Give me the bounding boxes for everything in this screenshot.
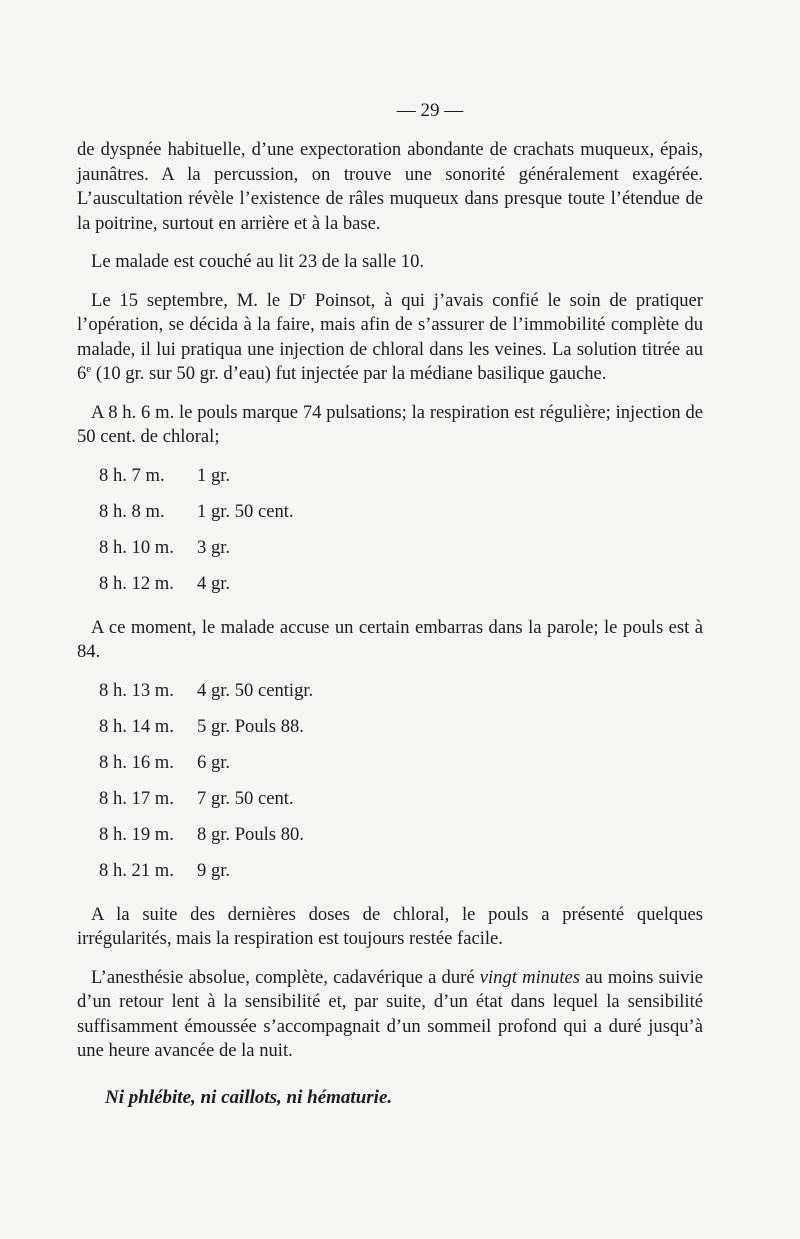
- paragraph-anesthesie: [77, 966, 703, 1064]
- timeline-time: 8 h. 13 m.: [99, 679, 174, 701]
- timeline-entry: [99, 673, 703, 709]
- timeline-dose: 8 gr. Pouls 80.: [197, 823, 304, 845]
- paragraph-irregularites: A la suite des dernières doses de chloral, le pouls a présenté quelques irrégularités, mais la respiration est toujours restée facile.: [77, 903, 703, 949]
- timeline-entry: [99, 566, 703, 602]
- timeline-time: 8 h. 10 m.: [99, 536, 174, 558]
- emphasis-vingt-minutes: vingt minutes: [479, 966, 580, 988]
- timeline-dose: 1 gr.: [197, 464, 231, 486]
- paragraph-operation-part-a: Le 15 septembre, M. le D: [91, 289, 303, 311]
- paragraph-pouls-74: A 8 h. 6 m. le pouls marque 74 pulsations; la respiration est régulière; injection de 50 cent. de chloral;: [77, 401, 703, 447]
- timeline-time: 8 h. 21 m.: [99, 859, 174, 881]
- superscript-r: r: [302, 289, 307, 302]
- timeline-time: 8 h. 7 m.: [99, 464, 165, 486]
- timeline-entry: [99, 530, 703, 566]
- paragraph-dyspnee: de dyspnée habituelle, d’une expectoration abondante de crachats muqueux, épais, jaunâtres. A la percussion, on trouve une sonorité généralement exagérée. L’auscultation révèle l’existence de râles muqueux dans presque toute l’étendue de la poitrine, surtout en arrière et à la base.: [77, 139, 703, 234]
- superscript-e: e: [86, 362, 92, 375]
- dose-timeline-1: [77, 458, 703, 602]
- timeline-time: 8 h. 19 m.: [99, 823, 174, 845]
- paragraph-embarras: A ce moment, le malade accuse un certain embarras dans la parole; le pouls est à 84.: [77, 616, 703, 662]
- timeline-entry: [99, 709, 703, 745]
- paragraph-anesthesie-part-b: au moins suivie d’un retour lent à la sensibilité et, par suite, d’un état dans lequel la sensibilité suffisamment émoussée s’accompagnait d’un sommeil profond qui a duré jusqu’à une heure avancée de la nuit.: [77, 966, 703, 1061]
- timeline-entry: [99, 853, 703, 889]
- paragraph-operation: [77, 289, 703, 387]
- page-body: [77, 138, 703, 1110]
- paragraph-conclusion: Ni phlébite, ni caillots, ni hématurie.: [105, 1086, 393, 1108]
- page-number: — 29 —: [396, 100, 464, 121]
- timeline-dose: 4 gr.: [197, 572, 231, 594]
- timeline-time: 8 h. 14 m.: [99, 715, 174, 737]
- dose-timeline-2: [77, 673, 703, 889]
- timeline-dose: 5 gr. Pouls 88.: [197, 715, 304, 737]
- timeline-dose: 1 gr. 50 cent.: [197, 500, 294, 522]
- timeline-entry: [99, 781, 703, 817]
- paragraph-operation-part-b: Poinsot, à qui j’avais confié le soin de pratiquer l’opération, se décida à la faire, mais afin de s’assurer de l’immobilité complète du malade, il lui pratiqua une injection de chloral dans les veines. La solution titrée au 6: [77, 289, 703, 384]
- timeline-time: 8 h. 8 m.: [99, 500, 165, 522]
- paragraph-anesthesie-part-a: L’anesthésie absolue, complète, cadavérique a duré: [91, 966, 480, 988]
- timeline-dose: 7 gr. 50 cent.: [197, 787, 294, 809]
- timeline-dose: 6 gr.: [197, 751, 231, 773]
- timeline-time: 8 h. 17 m.: [99, 787, 174, 809]
- timeline-time: 8 h. 12 m.: [99, 572, 174, 594]
- timeline-entry: [99, 745, 703, 781]
- paragraph-lit: Le malade est couché au lit 23 de la salle 10.: [91, 251, 425, 272]
- timeline-entry: [99, 458, 703, 494]
- timeline-dose: 9 gr.: [197, 859, 231, 881]
- paragraph-operation-part-c: (10 gr. sur 50 gr. d’eau) fut injectée par la médiane basilique gauche.: [91, 363, 607, 384]
- timeline-dose: 4 gr. 50 centigr.: [197, 679, 314, 701]
- timeline-entry: [99, 817, 703, 853]
- timeline-dose: 3 gr.: [197, 536, 231, 558]
- timeline-time: 8 h. 16 m.: [99, 751, 174, 773]
- timeline-entry: [99, 494, 703, 530]
